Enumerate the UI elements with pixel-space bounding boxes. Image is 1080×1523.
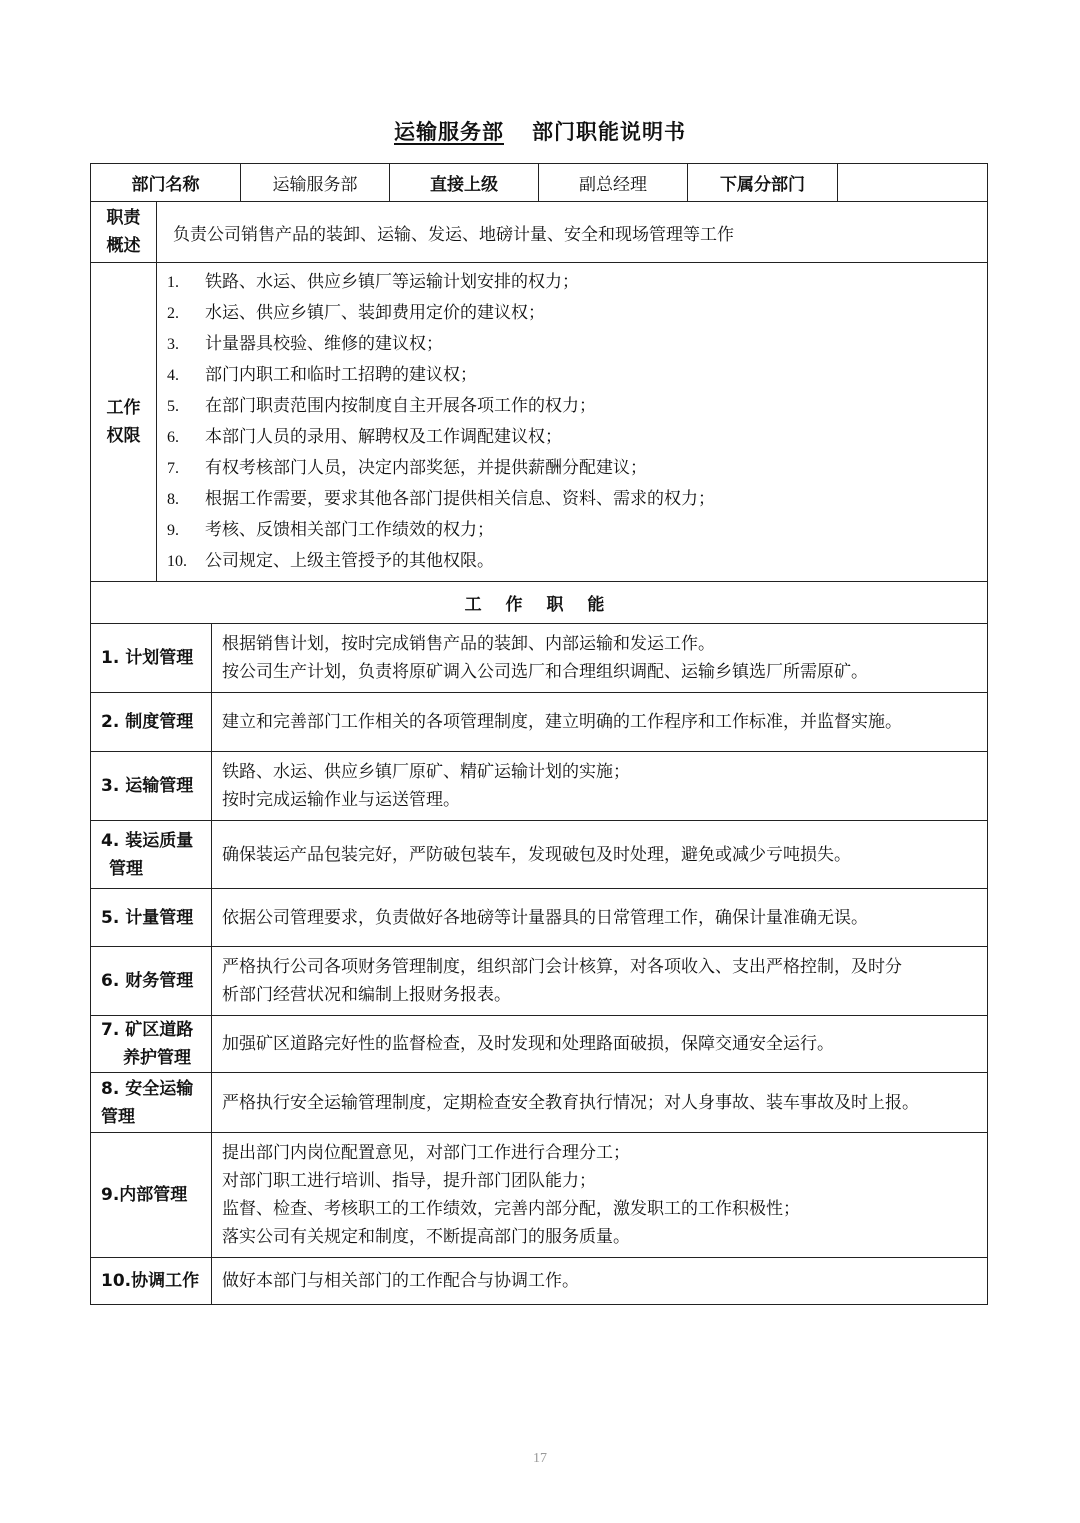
rights-item: 4. 部门内职工和临时工招聘的建议权；	[167, 365, 477, 385]
function-text: 加强矿区道路完好性的监督检查，及时发现和处理路面破损，保障交通安全运行。	[212, 1016, 988, 1073]
function-row	[91, 1073, 988, 1133]
function-label: 4. 装运质量 管理	[91, 821, 212, 889]
title-doc-type: 部门职能说明书	[532, 120, 686, 144]
function-text: 铁路、水运、供应乡镇厂原矿、精矿运输计划的实施； 按时完成运输作业与运送管理。	[212, 752, 988, 821]
rights-item: 1. 铁路、水运、供应乡镇厂等运输计划安排的权力；	[167, 272, 579, 292]
function-row	[91, 1133, 988, 1258]
function-row	[91, 947, 988, 1016]
sub-dept-label: 下属分部门	[688, 164, 838, 202]
function-row	[91, 693, 988, 752]
function-text: 严格执行安全运输管理制度，定期检查安全教育执行情况；对人身事故、装车事故及时上报。	[212, 1073, 988, 1133]
rights-list	[157, 263, 988, 582]
function-label: 9.内部管理	[91, 1133, 212, 1258]
function-row	[91, 889, 988, 947]
functions-title-row	[91, 582, 988, 624]
dept-name-label: 部门名称	[91, 164, 241, 202]
function-row	[91, 821, 988, 889]
sub-dept-value	[838, 164, 988, 202]
rights-item: 7. 有权考核部门人员，决定内部奖惩，并提供薪酬分配建议；	[167, 458, 647, 478]
rights-item: 2. 水运、供应乡镇厂、装卸费用定价的建议权；	[167, 303, 545, 323]
summary-label: 职责 概述	[91, 202, 157, 263]
function-label: 6. 财务管理	[91, 947, 212, 1016]
function-row	[91, 624, 988, 693]
function-row	[91, 1258, 988, 1305]
function-label: 8. 安全运输 管理	[91, 1073, 212, 1133]
rights-label: 工作 权限	[91, 263, 157, 582]
function-text: 做好本部门与相关部门的工作配合与协调工作。	[212, 1258, 988, 1305]
function-text: 建立和完善部门工作相关的各项管理制度，建立明确的工作程序和工作标准，并监督实施。	[212, 693, 988, 752]
function-label: 1. 计划管理	[91, 624, 212, 693]
function-label: 5. 计量管理	[91, 889, 212, 947]
function-text: 提出部门内岗位配置意见，对部门工作进行合理分工； 对部门职工进行培训、指导，提升部门团队能力； 监督、检查、考核职工的工作绩效，完善内部分配，激发职工的工作积极性； 落实公司有关规定和制度，不断提高部门的服务质量。	[212, 1133, 988, 1258]
function-text: 确保装运产品包装完好，严防破包装车，发现破包及时处理，避免或减少亏吨损失。	[212, 821, 988, 889]
function-text: 根据销售计划，按时完成销售产品的装卸、内部运输和发运工作。 按公司生产计划，负责将原矿调入公司选厂和合理组织调配、运输乡镇选厂所需原矿。	[212, 624, 988, 693]
function-label: 2. 制度管理	[91, 693, 212, 752]
rights-item: 9. 考核、反馈相关部门工作绩效的权力；	[167, 520, 494, 540]
function-row	[91, 1016, 988, 1073]
rights-item: 8. 根据工作需要，要求其他各部门提供相关信息、资料、需求的权力；	[167, 489, 715, 509]
rights-row	[91, 263, 988, 582]
functions-title: 工 作 职 能	[91, 582, 988, 624]
dept-name-value: 运输服务部	[241, 164, 390, 202]
function-label: 7. 矿区道路 养护管理	[91, 1016, 212, 1073]
rights-item: 6. 本部门人员的录用、解聘权及工作调配建议权；	[167, 427, 562, 447]
function-spec-table	[90, 163, 988, 1305]
function-label: 3. 运输管理	[91, 752, 212, 821]
header-row	[91, 164, 988, 202]
superior-value: 副总经理	[539, 164, 688, 202]
rights-item: 3. 计量器具校验、维修的建议权；	[167, 334, 443, 354]
function-text: 依据公司管理要求，负责做好各地磅等计量器具的日常管理工作，确保计量准确无误。	[212, 889, 988, 947]
function-row	[91, 752, 988, 821]
summary-row	[91, 202, 988, 263]
title-department: 运输服务部	[394, 120, 504, 144]
superior-label: 直接上级	[390, 164, 539, 202]
rights-item: 10. 公司规定、上级主管授予的其他权限。	[167, 551, 494, 571]
function-label: 10.协调工作	[91, 1258, 212, 1305]
page-number: 17	[533, 1451, 547, 1466]
function-text: 严格执行公司各项财务管理制度，组织部门会计核算，对各项收入、支出严格控制，及时分 析部门经营状况和编制上报财务报表。	[212, 947, 988, 1016]
summary-text: 负责公司销售产品的装卸、运输、发运、地磅计量、安全和现场管理等工作	[157, 202, 988, 263]
rights-item: 5. 在部门职责范围内按制度自主开展各项工作的权力；	[167, 396, 596, 416]
document-title	[0, 116, 1080, 146]
